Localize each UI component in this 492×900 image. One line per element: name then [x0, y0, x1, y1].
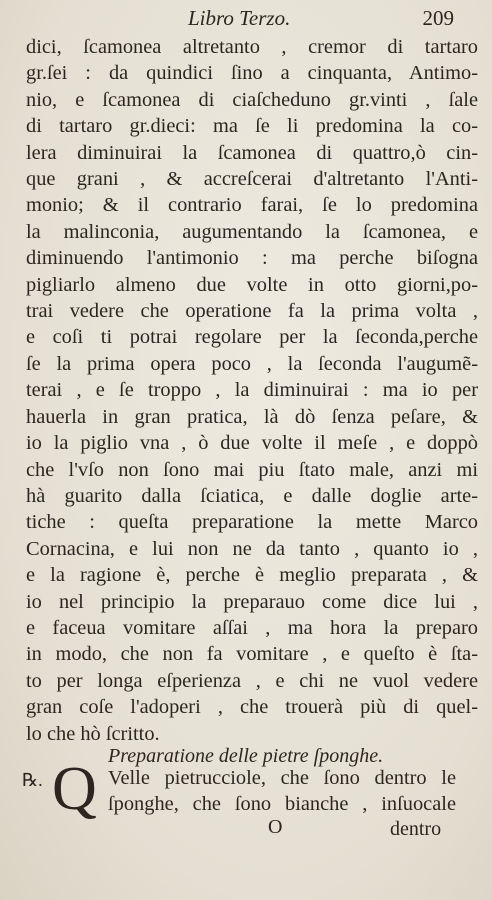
text-line: io la piglio vna , ò due volte il meſe , e doppò: [26, 432, 478, 455]
main-paragraph: [26, 34, 478, 747]
text-line: tiche : queſta preparatione la mette Marco: [26, 511, 478, 534]
section-heading: Preparatione delle pietre ſponghe.: [108, 745, 384, 767]
text-line: lo che hò ſcritto.: [26, 722, 160, 745]
text-line: pigliarlo almeno due volte in otto giorni,po-: [26, 273, 478, 296]
text-line: to per longa eſperienza , e chi ne vuol vedere: [26, 669, 478, 692]
text-line: diminuendo l'antimonio : ma perche biſogna: [26, 247, 478, 270]
text-line: Cornacina, e lui non ne da tanto , quanto io ,: [26, 537, 478, 560]
text-line: gran coſe l'adoperi , che trouerà più di quel-: [26, 696, 478, 719]
text-line: e la ragione è, perche è meglio preparata , &: [26, 564, 478, 587]
drop-cap: Q: [52, 755, 97, 823]
text-line: hà guarito dalla ſciatica, e dalle doglie arte-: [26, 484, 478, 507]
recipe-mark: ℞.: [22, 770, 43, 790]
text-line: Velle pietrucciole, che ſono dentro le: [108, 767, 456, 789]
text-line: hauerla in gran pratica, là dò ſenza peſare, &: [26, 405, 478, 428]
text-line: di tartaro gr.dieci: ma ſe li predomina la co-: [26, 115, 478, 138]
signature-mark: O: [268, 816, 283, 838]
text-line: dici, ſcamonea altretanto , cremor di tartaro: [26, 36, 478, 58]
text-line: ſe la prima opera poco , la ſeconda l'augumẽ-: [26, 352, 478, 375]
page-header: [0, 6, 492, 32]
page-number: 209: [422, 6, 454, 30]
text-line: trai vedere che operatione fa la prima volta ,: [26, 300, 478, 323]
text-line: lera diminuirai la ſcamonea di quattro,ò cin-: [26, 141, 478, 164]
text-line: in modo, che non fa vomitare , e queſto è ſta-: [26, 643, 478, 666]
text-line: la malinconia, augumentando la ſcamonea, e: [26, 220, 478, 243]
text-line: ſponghe, che ſono bianche , inſuocale: [108, 793, 456, 816]
text-line: e faceua vomitare aſſai , ma hora la preparo: [26, 616, 478, 639]
catchword: dentro: [390, 818, 442, 840]
running-title: Libro Terzo.: [188, 6, 291, 30]
text-line: io nel principio la preparauo come dice lui ,: [26, 590, 478, 613]
text-line: monio; & il contrario farai, ſe lo predomina: [26, 194, 478, 217]
text-line: gr.ſei : da quindici ſino a cinquanta, Antimo-: [26, 62, 478, 85]
text-line: e coſi ti potrai regolare per la ſeconda,perche: [26, 326, 478, 349]
text-line: terai , e ſe troppo , la diminuirai : ma io per: [26, 379, 478, 402]
text-line: nio, e ſcamonea di ciaſcheduno gr.vinti , ſale: [26, 88, 478, 111]
second-paragraph: [108, 765, 456, 818]
text-line: que grani , & accreſcerai d'altretanto l'Anti-: [26, 168, 478, 191]
text-line: che l'vſo non ſono mai piu ſtato male, anzi mi: [26, 458, 478, 481]
